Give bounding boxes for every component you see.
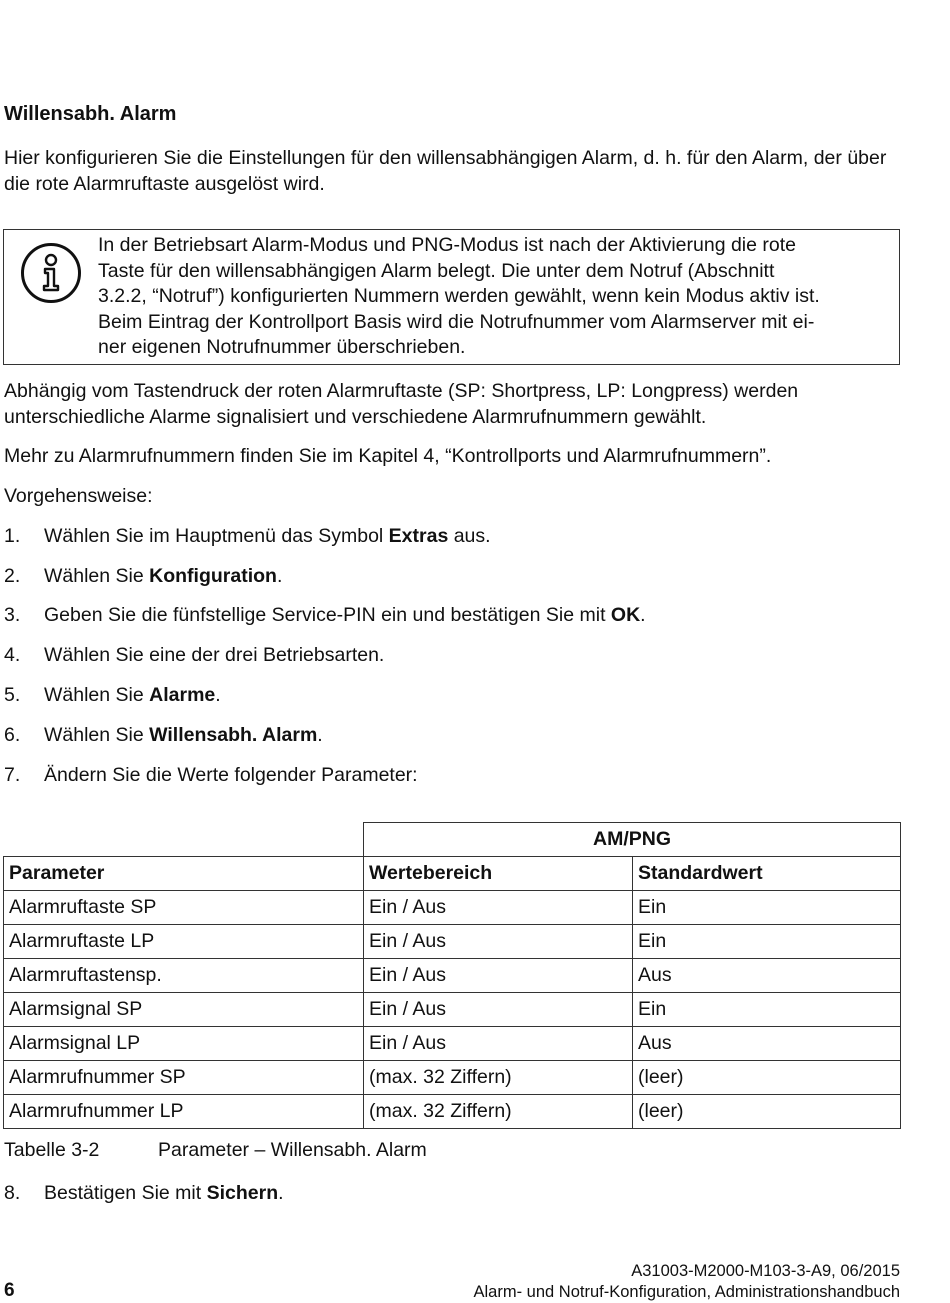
cell-default: (leer) [633, 1095, 901, 1129]
cell-range: (max. 32 Ziffern) [364, 1095, 633, 1129]
cell-range: Ein / Aus [364, 1027, 633, 1061]
note-line: In der Betriebsart Alarm-Modus und PNG-Modus ist nach der Aktivierung die rote [98, 234, 796, 256]
cell-default: Ein [633, 891, 901, 925]
note-box [3, 229, 900, 365]
step-keyword: Extras [388, 525, 449, 547]
cell-default: (leer) [633, 1061, 901, 1095]
step-text-end: . [276, 565, 283, 587]
table-row [4, 1061, 901, 1095]
step-item [4, 642, 384, 668]
cell-range: (max. 32 Ziffern) [364, 1061, 633, 1095]
note-line: Beim Eintrag der Kontrollport Basis wird die Notrufnummer vom Alarmserver mit ei- [98, 310, 815, 333]
step-text-end: . [215, 684, 221, 706]
parameter-table [3, 822, 901, 1129]
step-text: Wählen Sie [44, 684, 150, 706]
alarm-description-paragraph: Abhängig vom Tastendruck der roten Alarmruftaste (SP: Shortpress, LP: Longpress) werden unterschiedliche Alarme signalisiert und verschiedene Alarmrufnummern gewählt. [4, 380, 799, 428]
column-header-parameter: Parameter [4, 857, 364, 891]
step-text: Wählen Sie [44, 565, 150, 587]
note-text [98, 233, 898, 361]
empty-header-cell [4, 823, 364, 857]
step-number: 4. [4, 644, 21, 666]
caption-text: Parameter – Willensabh. Alarm [158, 1139, 427, 1161]
cell-default: Aus [633, 1027, 901, 1061]
info-icon [20, 242, 82, 304]
group-header: AM/PNG [364, 823, 901, 857]
footer-document-title: Alarm- und Notruf-Konfiguration, Administrationshandbuch [473, 1283, 900, 1301]
cell-range: Ein / Aus [364, 891, 633, 925]
cell-default: Ein [633, 925, 901, 959]
table-caption [4, 1139, 427, 1162]
footer-document-code: A31003-M2000-M103-3-A9, 06/2015 [631, 1262, 900, 1280]
step-keyword: Willensabh. Alarm [149, 724, 318, 746]
step-number: 7. [4, 764, 21, 786]
step-text-end: . [317, 724, 323, 746]
table-header-row [4, 857, 901, 891]
cell-range: Ein / Aus [364, 993, 633, 1027]
table-row [4, 993, 901, 1027]
step-item [4, 523, 491, 549]
step-keyword: OK [610, 604, 641, 626]
step-text: Wählen Sie eine der drei Betriebsarten. [44, 644, 385, 666]
step-item [4, 563, 282, 589]
step-item [4, 1180, 284, 1206]
step-item [4, 722, 323, 748]
step-text: Ändern Sie die Werte folgender Parameter: [44, 764, 418, 786]
step-item [4, 682, 221, 708]
step-number: 1. [4, 525, 21, 547]
step-text-end: . [278, 1182, 284, 1204]
step-text: Bestätigen Sie mit [44, 1182, 207, 1204]
step-keyword: Konfiguration [149, 565, 277, 587]
table-row [4, 891, 901, 925]
step-keyword: Sichern [206, 1182, 279, 1204]
note-line: ner eigenen Notrufnummer überschrieben. [98, 336, 466, 359]
note-line: Taste für den willensabhängigen Alarm belegt. Die unter dem Notruf (Abschnitt [98, 259, 775, 282]
step-number: 2. [4, 565, 21, 587]
column-header-range: Wertebereich [364, 857, 633, 891]
cell-default: Aus [633, 959, 901, 993]
cell-default: Ein [633, 993, 901, 1027]
cell-parameter: Alarmruftaste SP [4, 891, 364, 925]
step-item [4, 762, 418, 788]
table-row [4, 925, 901, 959]
step-number: 3. [4, 604, 21, 626]
reference-paragraph: Mehr zu Alarmrufnummern finden Sie im Kapitel 4, “Kontrollports und Alarmrufnummern”. [4, 445, 772, 467]
cell-parameter: Alarmsignal LP [4, 1027, 364, 1061]
caption-label: Tabelle 3-2 [4, 1139, 100, 1161]
table-row [4, 959, 901, 993]
cell-range: Ein / Aus [364, 925, 633, 959]
cell-parameter: Alarmruftaste LP [4, 925, 364, 959]
procedure-label: Vorgehensweise: [4, 485, 153, 507]
step-number: 8. [4, 1182, 21, 1204]
cell-range: Ein / Aus [364, 959, 633, 993]
note-line: 3.2.2, “Notruf”) konfigurierten Nummern werden gewählt, wenn kein Modus aktiv ist. [98, 285, 820, 308]
intro-paragraph: Hier konfigurieren Sie die Einstellungen für den willensabhängigen Alarm, d. h. für den Alarm, der über die rote Alarmruftaste ausgelöst wird. [4, 147, 887, 195]
step-number: 5. [4, 684, 21, 706]
cell-parameter: Alarmrufnummer LP [4, 1095, 364, 1129]
step-text-end: . [640, 604, 646, 626]
step-keyword: Alarme [149, 684, 216, 706]
step-text: Wählen Sie [44, 724, 150, 746]
table-row [4, 1027, 901, 1061]
column-header-default: Standardwert [633, 857, 901, 891]
section-heading: Willensabh. Alarm [4, 103, 177, 125]
step-text-end: aus. [448, 525, 491, 547]
step-number: 6. [4, 724, 21, 746]
step-item [4, 602, 646, 628]
cell-parameter: Alarmsignal SP [4, 993, 364, 1027]
step-text: Geben Sie die fünfstellige Service-PIN ein und bestätigen Sie mit [44, 604, 611, 626]
page-number: 6 [4, 1280, 15, 1301]
cell-parameter: Alarmrufnummer SP [4, 1061, 364, 1095]
step-text: Wählen Sie im Hauptmenü das Symbol [44, 525, 389, 547]
table-group-header-row [4, 823, 901, 857]
cell-parameter: Alarmruftastensp. [4, 959, 364, 993]
table-row [4, 1095, 901, 1129]
